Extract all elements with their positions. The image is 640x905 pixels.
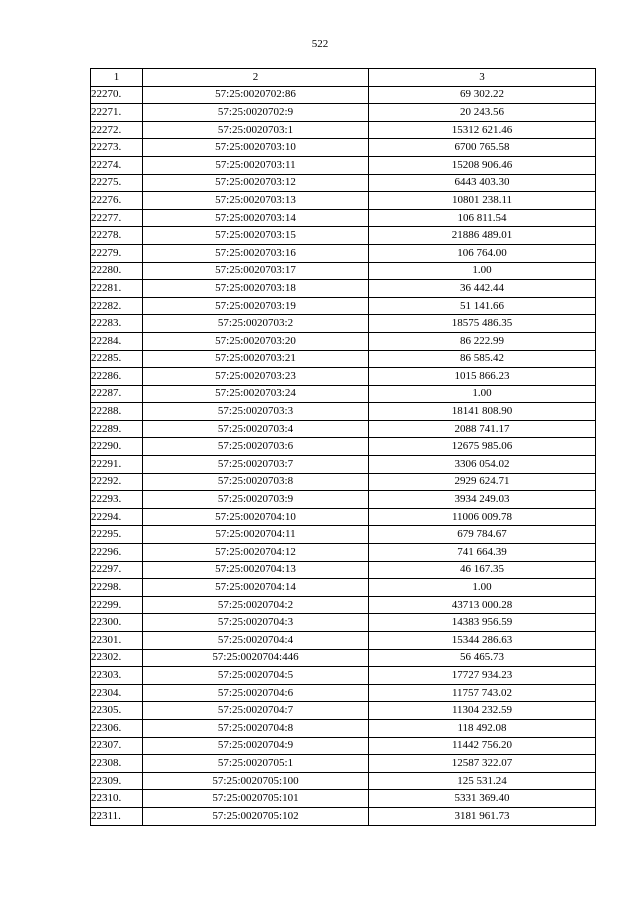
- cadastral-value-cell: 56 465.73: [369, 649, 596, 667]
- cadastral-value-cell: 10801 238.11: [369, 192, 596, 210]
- cadastral-number-cell: 57:25:0020704:13: [143, 561, 369, 579]
- row-number-cell: 22302.: [91, 649, 143, 667]
- cadastral-value-cell: 3306 054.02: [369, 456, 596, 474]
- table-row: [91, 702, 596, 720]
- row-number-cell: 22298.: [91, 579, 143, 597]
- row-number-cell: 22288.: [91, 403, 143, 421]
- cadastral-number-cell: 57:25:0020705:1: [143, 755, 369, 773]
- cadastral-value-cell: 21886 489.01: [369, 227, 596, 245]
- table-row: [91, 473, 596, 491]
- cadastral-number-cell: 57:25:0020703:14: [143, 209, 369, 227]
- cadastral-value-cell: 86 222.99: [369, 332, 596, 350]
- cadastral-number-cell: 57:25:0020703:24: [143, 385, 369, 403]
- row-number-cell: 22271.: [91, 104, 143, 122]
- row-number-cell: 22311.: [91, 807, 143, 825]
- cadastral-value-cell: 2088 741.17: [369, 420, 596, 438]
- table-row: [91, 86, 596, 104]
- cadastral-number-cell: 57:25:0020703:21: [143, 350, 369, 368]
- cadastral-number-cell: 57:25:0020703:2: [143, 315, 369, 333]
- table-row: [91, 456, 596, 474]
- cadastral-number-cell: 57:25:0020703:13: [143, 192, 369, 210]
- cadastral-value-cell: 12675 985.06: [369, 438, 596, 456]
- cadastral-number-cell: 57:25:0020702:86: [143, 86, 369, 104]
- cadastral-number-cell: 57:25:0020704:4: [143, 632, 369, 650]
- row-number-cell: 22273.: [91, 139, 143, 157]
- table-row: [91, 596, 596, 614]
- cadastral-value-cell: 741 664.39: [369, 544, 596, 562]
- cadastral-number-cell: 57:25:0020703:19: [143, 297, 369, 315]
- cadastral-number-cell: 57:25:0020703:7: [143, 456, 369, 474]
- cadastral-number-cell: 57:25:0020703:1: [143, 121, 369, 139]
- table-row: [91, 192, 596, 210]
- cadastral-number-cell: 57:25:0020704:6: [143, 684, 369, 702]
- cadastral-value-cell: 106 811.54: [369, 209, 596, 227]
- table-row: [91, 209, 596, 227]
- cadastral-value-cell: 1.00: [369, 579, 596, 597]
- row-number-cell: 22308.: [91, 755, 143, 773]
- table-row: [91, 139, 596, 157]
- cadastral-value-cell: 15208 906.46: [369, 156, 596, 174]
- cadastral-value-cell: 43713 000.28: [369, 596, 596, 614]
- row-number-cell: 22291.: [91, 456, 143, 474]
- row-number-cell: 22282.: [91, 297, 143, 315]
- cadastral-number-cell: 57:25:0020703:11: [143, 156, 369, 174]
- cadastral-number-cell: 57:25:0020704:14: [143, 579, 369, 597]
- row-number-cell: 22277.: [91, 209, 143, 227]
- cadastral-value-cell: 118 492.08: [369, 719, 596, 737]
- table-row: [91, 491, 596, 509]
- column-header-number: 1: [91, 69, 143, 87]
- table-row: [91, 667, 596, 685]
- table-row: [91, 368, 596, 386]
- table-row: [91, 649, 596, 667]
- row-number-cell: 22289.: [91, 420, 143, 438]
- table-row: [91, 632, 596, 650]
- cadastral-number-cell: 57:25:0020703:8: [143, 473, 369, 491]
- page-number: 522: [311, 38, 329, 50]
- row-number-cell: 22280.: [91, 262, 143, 280]
- cadastral-number-cell: 57:25:0020703:12: [143, 174, 369, 192]
- cadastral-number-cell: 57:25:0020703:9: [143, 491, 369, 509]
- cadastral-value-cell: 12587 322.07: [369, 755, 596, 773]
- row-number-cell: 22296.: [91, 544, 143, 562]
- table-row: [91, 385, 596, 403]
- table-row: [91, 719, 596, 737]
- table-row: [91, 121, 596, 139]
- cadastral-value-cell: 1.00: [369, 385, 596, 403]
- cadastral-value-cell: 17727 934.23: [369, 667, 596, 685]
- table-row: [91, 227, 596, 245]
- cadastral-value-cell: 11757 743.02: [369, 684, 596, 702]
- cadastral-number-cell: 57:25:0020705:100: [143, 772, 369, 790]
- row-number-cell: 22272.: [91, 121, 143, 139]
- cadastral-number-cell: 57:25:0020704:5: [143, 667, 369, 685]
- cadastral-number-cell: 57:25:0020703:15: [143, 227, 369, 245]
- cadastral-value-table: [90, 68, 596, 826]
- table-body: [91, 86, 596, 825]
- cadastral-number-cell: 57:25:0020704:11: [143, 526, 369, 544]
- cadastral-value-cell: 106 764.00: [369, 244, 596, 262]
- cadastral-number-cell: 57:25:0020704:8: [143, 719, 369, 737]
- cadastral-value-cell: 5331 369.40: [369, 790, 596, 808]
- table-row: [91, 403, 596, 421]
- row-number-cell: 22310.: [91, 790, 143, 808]
- row-number-cell: 22278.: [91, 227, 143, 245]
- cadastral-value-cell: 679 784.67: [369, 526, 596, 544]
- column-header-cadastral-number: 2: [143, 69, 369, 87]
- cadastral-number-cell: 57:25:0020704:7: [143, 702, 369, 720]
- cadastral-value-cell: 3181 961.73: [369, 807, 596, 825]
- cadastral-value-cell: 15344 286.63: [369, 632, 596, 650]
- cadastral-value-cell: 11304 232.59: [369, 702, 596, 720]
- table-row: [91, 262, 596, 280]
- cadastral-value-cell: 46 167.35: [369, 561, 596, 579]
- table-row: [91, 156, 596, 174]
- table-row: [91, 684, 596, 702]
- cadastral-value-cell: 18575 486.35: [369, 315, 596, 333]
- table-row: [91, 297, 596, 315]
- row-number-cell: 22297.: [91, 561, 143, 579]
- row-number-cell: 22299.: [91, 596, 143, 614]
- table-header-row: [91, 69, 596, 87]
- cadastral-value-cell: 51 141.66: [369, 297, 596, 315]
- table-row: [91, 755, 596, 773]
- row-number-cell: 22295.: [91, 526, 143, 544]
- cadastral-number-cell: 57:25:0020704:10: [143, 508, 369, 526]
- cadastral-number-cell: 57:25:0020703:3: [143, 403, 369, 421]
- cadastral-value-cell: 69 302.22: [369, 86, 596, 104]
- column-header-value: 3: [369, 69, 596, 87]
- cadastral-number-cell: 57:25:0020703:6: [143, 438, 369, 456]
- row-number-cell: 22275.: [91, 174, 143, 192]
- table-row: [91, 104, 596, 122]
- cadastral-number-cell: 57:25:0020703:20: [143, 332, 369, 350]
- cadastral-number-cell: 57:25:0020702:9: [143, 104, 369, 122]
- table-row: [91, 579, 596, 597]
- table-row: [91, 508, 596, 526]
- cadastral-number-cell: 57:25:0020704:446: [143, 649, 369, 667]
- table-row: [91, 737, 596, 755]
- table-row: [91, 807, 596, 825]
- table-row: [91, 772, 596, 790]
- cadastral-value-cell: 1.00: [369, 262, 596, 280]
- cadastral-number-cell: 57:25:0020703:17: [143, 262, 369, 280]
- cadastral-number-cell: 57:25:0020704:3: [143, 614, 369, 632]
- row-number-cell: 22279.: [91, 244, 143, 262]
- row-number-cell: 22283.: [91, 315, 143, 333]
- row-number-cell: 22290.: [91, 438, 143, 456]
- cadastral-value-cell: 11442 756.20: [369, 737, 596, 755]
- row-number-cell: 22276.: [91, 192, 143, 210]
- row-number-cell: 22294.: [91, 508, 143, 526]
- table-row: [91, 544, 596, 562]
- row-number-cell: 22304.: [91, 684, 143, 702]
- cadastral-value-cell: 1015 866.23: [369, 368, 596, 386]
- cadastral-number-cell: 57:25:0020704:2: [143, 596, 369, 614]
- row-number-cell: 22292.: [91, 473, 143, 491]
- cadastral-value-cell: 6443 403.30: [369, 174, 596, 192]
- row-number-cell: 22307.: [91, 737, 143, 755]
- row-number-cell: 22270.: [91, 86, 143, 104]
- cadastral-value-cell: 3934 249.03: [369, 491, 596, 509]
- cadastral-value-cell: 20 243.56: [369, 104, 596, 122]
- cadastral-number-cell: 57:25:0020704:9: [143, 737, 369, 755]
- cadastral-value-cell: 18141 808.90: [369, 403, 596, 421]
- row-number-cell: 22285.: [91, 350, 143, 368]
- table-row: [91, 280, 596, 298]
- cadastral-number-cell: 57:25:0020703:23: [143, 368, 369, 386]
- cadastral-value-cell: 86 585.42: [369, 350, 596, 368]
- table-row: [91, 526, 596, 544]
- row-number-cell: 22303.: [91, 667, 143, 685]
- table-row: [91, 244, 596, 262]
- cadastral-value-cell: 125 531.24: [369, 772, 596, 790]
- table-row: [91, 614, 596, 632]
- cadastral-value-cell: 15312 621.46: [369, 121, 596, 139]
- cadastral-number-cell: 57:25:0020705:102: [143, 807, 369, 825]
- cadastral-value-cell: 6700 765.58: [369, 139, 596, 157]
- cadastral-value-cell: 14383 956.59: [369, 614, 596, 632]
- table-row: [91, 350, 596, 368]
- table-row: [91, 420, 596, 438]
- row-number-cell: 22306.: [91, 719, 143, 737]
- row-number-cell: 22309.: [91, 772, 143, 790]
- table-row: [91, 332, 596, 350]
- row-number-cell: 22287.: [91, 385, 143, 403]
- row-number-cell: 22305.: [91, 702, 143, 720]
- table-row: [91, 561, 596, 579]
- table-row: [91, 438, 596, 456]
- cadastral-number-cell: 57:25:0020704:12: [143, 544, 369, 562]
- row-number-cell: 22300.: [91, 614, 143, 632]
- cadastral-number-cell: 57:25:0020703:10: [143, 139, 369, 157]
- cadastral-number-cell: 57:25:0020703:16: [143, 244, 369, 262]
- cadastral-value-cell: 36 442.44: [369, 280, 596, 298]
- row-number-cell: 22286.: [91, 368, 143, 386]
- cadastral-number-cell: 57:25:0020703:18: [143, 280, 369, 298]
- table-row: [91, 790, 596, 808]
- cadastral-value-cell: 2929 624.71: [369, 473, 596, 491]
- row-number-cell: 22284.: [91, 332, 143, 350]
- cadastral-number-cell: 57:25:0020705:101: [143, 790, 369, 808]
- row-number-cell: 22293.: [91, 491, 143, 509]
- table-row: [91, 315, 596, 333]
- row-number-cell: 22301.: [91, 632, 143, 650]
- row-number-cell: 22274.: [91, 156, 143, 174]
- cadastral-value-cell: 11006 009.78: [369, 508, 596, 526]
- cadastral-number-cell: 57:25:0020703:4: [143, 420, 369, 438]
- table-row: [91, 174, 596, 192]
- row-number-cell: 22281.: [91, 280, 143, 298]
